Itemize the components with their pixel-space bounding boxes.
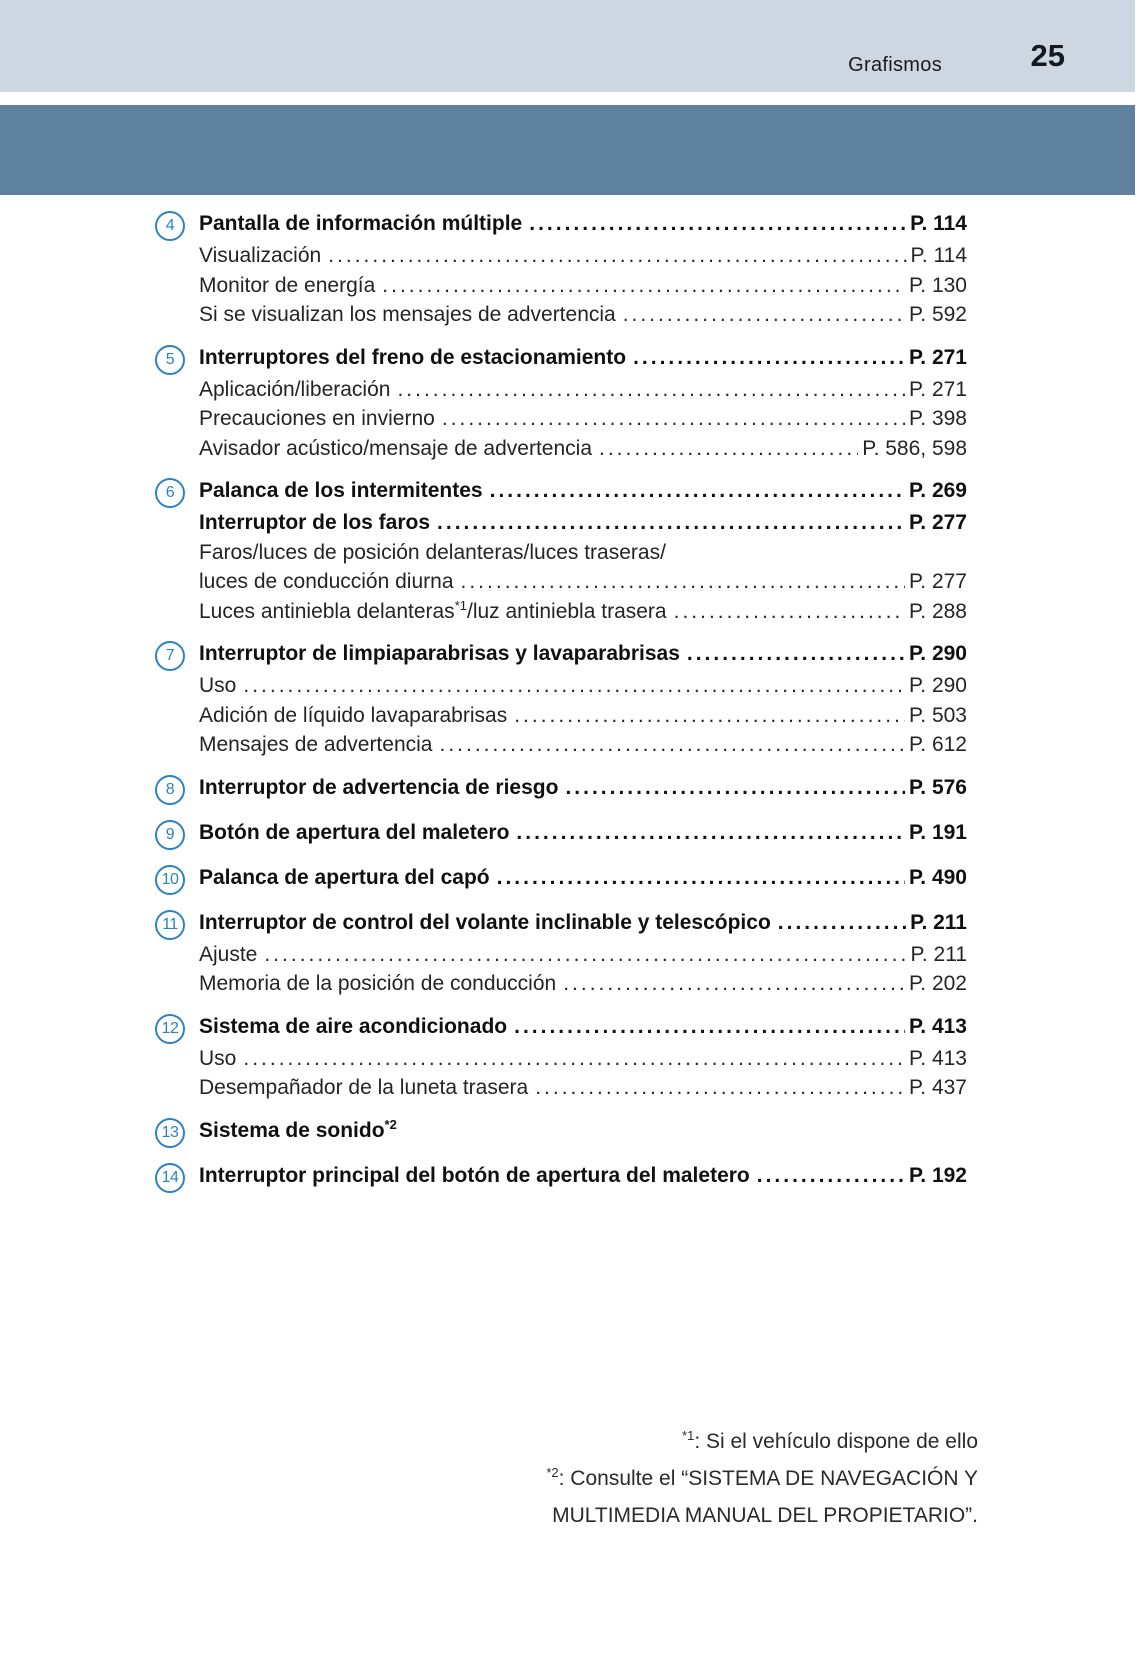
footnote-1 [546,1423,978,1460]
dot-leader [514,1012,905,1042]
page-reference: P. 202 [908,972,967,995]
toc-entry-label: Adición de líquido lavaparabrisas [199,703,508,727]
toc-row [155,241,967,271]
toc-entry-label: Memoria de la posición de conducción [199,972,557,995]
toc-entry-label: Monitor de energía [199,273,376,297]
dot-leader [439,730,905,760]
item-number-cell [155,863,199,895]
toc-entry-label: Botón de apertura del maletero [199,820,510,844]
page-reference: P. 592 [908,303,967,326]
page-reference: P. 271 [908,345,967,369]
toc-entry-label: Faros/luces de posición delanteras/luces traseras/ [199,540,666,564]
dot-leader [599,434,858,464]
page-reference: P. 211 [910,910,967,934]
item-number-badge: 4 [155,211,185,241]
toc-row [155,538,967,568]
toc-row [155,508,967,538]
toc-row [155,271,967,301]
toc-row [155,730,967,760]
page-reference: P. 271 [908,377,967,401]
page-reference: P. 211 [910,942,967,966]
page-reference: P. 288 [908,599,967,623]
item-number-cell [155,209,199,241]
toc-entry-label: Interruptor de los faros [199,511,431,534]
toc-entry-label: Interruptor de advertencia de riesgo [199,775,559,799]
item-number-badge: 8 [155,775,185,805]
page-reference: P. 277 [908,570,967,593]
footnote-2-marker: *2 [546,1465,559,1480]
toc-row [155,434,967,464]
item-number-badge: 10 [155,865,185,895]
dot-leader [757,1161,905,1191]
toc-row [155,476,967,508]
page-reference: P. 503 [908,703,967,727]
toc-row [155,701,967,731]
toc-row [155,209,967,241]
dot-leader [516,818,905,848]
item-number-badge: 7 [155,641,185,671]
page-reference: P. 586, 598 [862,436,967,460]
toc-entry-label: Sistema de aire acondicionado [199,1014,508,1038]
section-title: Grafismos [848,54,942,76]
page-reference: P. 612 [908,733,967,756]
page-reference: P. 114 [910,212,967,235]
toc-row [155,343,967,375]
dot-leader [623,300,905,330]
toc-row [155,969,967,999]
toc-entry-label: Uso [199,1046,237,1070]
toc [155,209,967,1193]
toc-entry-label: Visualización [199,244,322,267]
dot-leader [328,241,906,271]
toc-entry-label: Mensajes de advertencia [199,733,433,756]
dot-leader [674,597,905,627]
page-reference: P. 437 [908,1076,967,1099]
toc-row [155,671,967,701]
page-reference: P. 290 [908,674,967,697]
toc-row [155,1073,967,1103]
toc-entry-label: Luces antiniebla delanteras$^{*1}$/luz antiniebla trasera [199,597,667,623]
item-number-badge: 14 [155,1163,185,1193]
footnote-1-marker: *1 [682,1428,695,1443]
item-number-badge: 11 [155,910,185,940]
toc-row [155,375,967,405]
dot-leader [442,404,905,434]
toc-row [155,1161,967,1193]
item-number-badge: 6 [155,478,185,508]
page-reference: P. 277 [908,511,967,534]
dot-leader [243,1044,905,1074]
toc-entry-label: Palanca de apertura del capó [199,865,490,889]
item-number-badge: 9 [155,820,185,850]
toc-row [155,639,967,671]
page-reference: P. 290 [908,642,967,665]
footnote-2-line-1 [546,1460,978,1497]
toc-entry-label: Interruptor de control del volante inclinable y telescópico [199,910,771,934]
page-reference: P. 269 [908,479,967,502]
page-reference: P. 130 [908,273,967,297]
toc-entry-label: Sistema de sonido$^{*2}$ [199,1116,397,1142]
dot-leader [529,209,906,239]
toc-entry-label: Uso [199,674,237,697]
footnotes [546,1423,978,1534]
footnote-2-line-2 [546,1497,978,1534]
footnote-1-text: : Si el vehículo dispone de ello [694,1430,978,1453]
item-number-cell [155,1116,199,1148]
toc-row [155,1116,967,1148]
toc-row [155,908,967,940]
item-number-cell [155,908,199,940]
dot-leader [535,1073,905,1103]
dot-leader [565,773,905,803]
item-number-cell [155,343,199,375]
footnote-2-text-2: MULTIMEDIA MANUAL DEL PROPIETARIO”. [552,1504,978,1527]
toc-entry-label: Interruptor de limpiaparabrisas y lavaparabrisas [199,642,680,665]
dot-leader [437,508,905,538]
dot-leader [490,476,905,506]
item-number-cell [155,1161,199,1193]
footnote-2-text-1: : Consulte el “SISTEMA DE NAVEGACIÓN Y [558,1467,978,1490]
toc-row [155,773,967,805]
item-number-cell [155,773,199,805]
toc-row [155,300,967,330]
dot-leader [497,863,905,893]
dot-leader [382,271,905,301]
dot-leader [264,940,906,970]
toc-entry-label: Avisador acústico/mensaje de advertencia [199,436,593,460]
dot-leader [461,567,905,597]
dot-leader [397,375,905,405]
toc-row [155,818,967,850]
toc-row [155,404,967,434]
page-reference: P. 413 [908,1046,967,1070]
dot-leader [778,908,906,938]
toc-entry-label: Palanca de los intermitentes [199,479,483,502]
dot-leader [687,639,905,669]
accent-band [0,105,1135,195]
item-number-cell [155,639,199,671]
page-reference: P. 413 [908,1014,967,1038]
page-reference: P. 114 [910,244,967,267]
item-number-badge: 5 [155,345,185,375]
toc-row [155,940,967,970]
page-reference: P. 398 [908,407,967,430]
toc-entry-label: Ajuste [199,942,258,966]
page-reference: P. 576 [908,775,967,799]
item-number-cell [155,818,199,850]
item-number-badge: 13 [155,1118,185,1148]
toc-entry-label: Interruptor principal del botón de apertura del maletero [199,1163,750,1187]
page-number: 25 [1030,38,1065,73]
toc-row [155,567,967,597]
item-number-cell [155,476,199,508]
item-number-badge: 12 [155,1014,185,1044]
toc-row [155,1012,967,1044]
footnote-marker: *1 [454,597,467,613]
page-reference: P. 191 [908,820,967,844]
toc-entry-label: Pantalla de información múltiple [199,212,523,235]
toc-row [155,1044,967,1074]
toc-row [155,863,967,895]
header-band [0,0,1135,92]
dot-leader [243,671,905,701]
toc-entry-label: Interruptores del freno de estacionamiento [199,345,627,369]
footnote-marker: *2 [384,1116,397,1132]
toc-entry-label: Aplicación/liberación [199,377,391,401]
item-number-cell [155,1012,199,1044]
page-reference: P. 192 [908,1163,967,1187]
dot-leader [514,701,905,731]
dot-leader [633,343,905,373]
toc-entry-label: luces de conducción diurna [199,570,454,593]
toc-entry-label: Desempañador de la luneta trasera [199,1076,529,1099]
page-reference: P. 490 [908,865,967,889]
toc-entry-label: Precauciones en invierno [199,407,435,430]
toc-row [155,597,967,627]
toc-entry-label: Si se visualizan los mensajes de advertencia [199,303,616,326]
dot-leader [563,969,905,999]
